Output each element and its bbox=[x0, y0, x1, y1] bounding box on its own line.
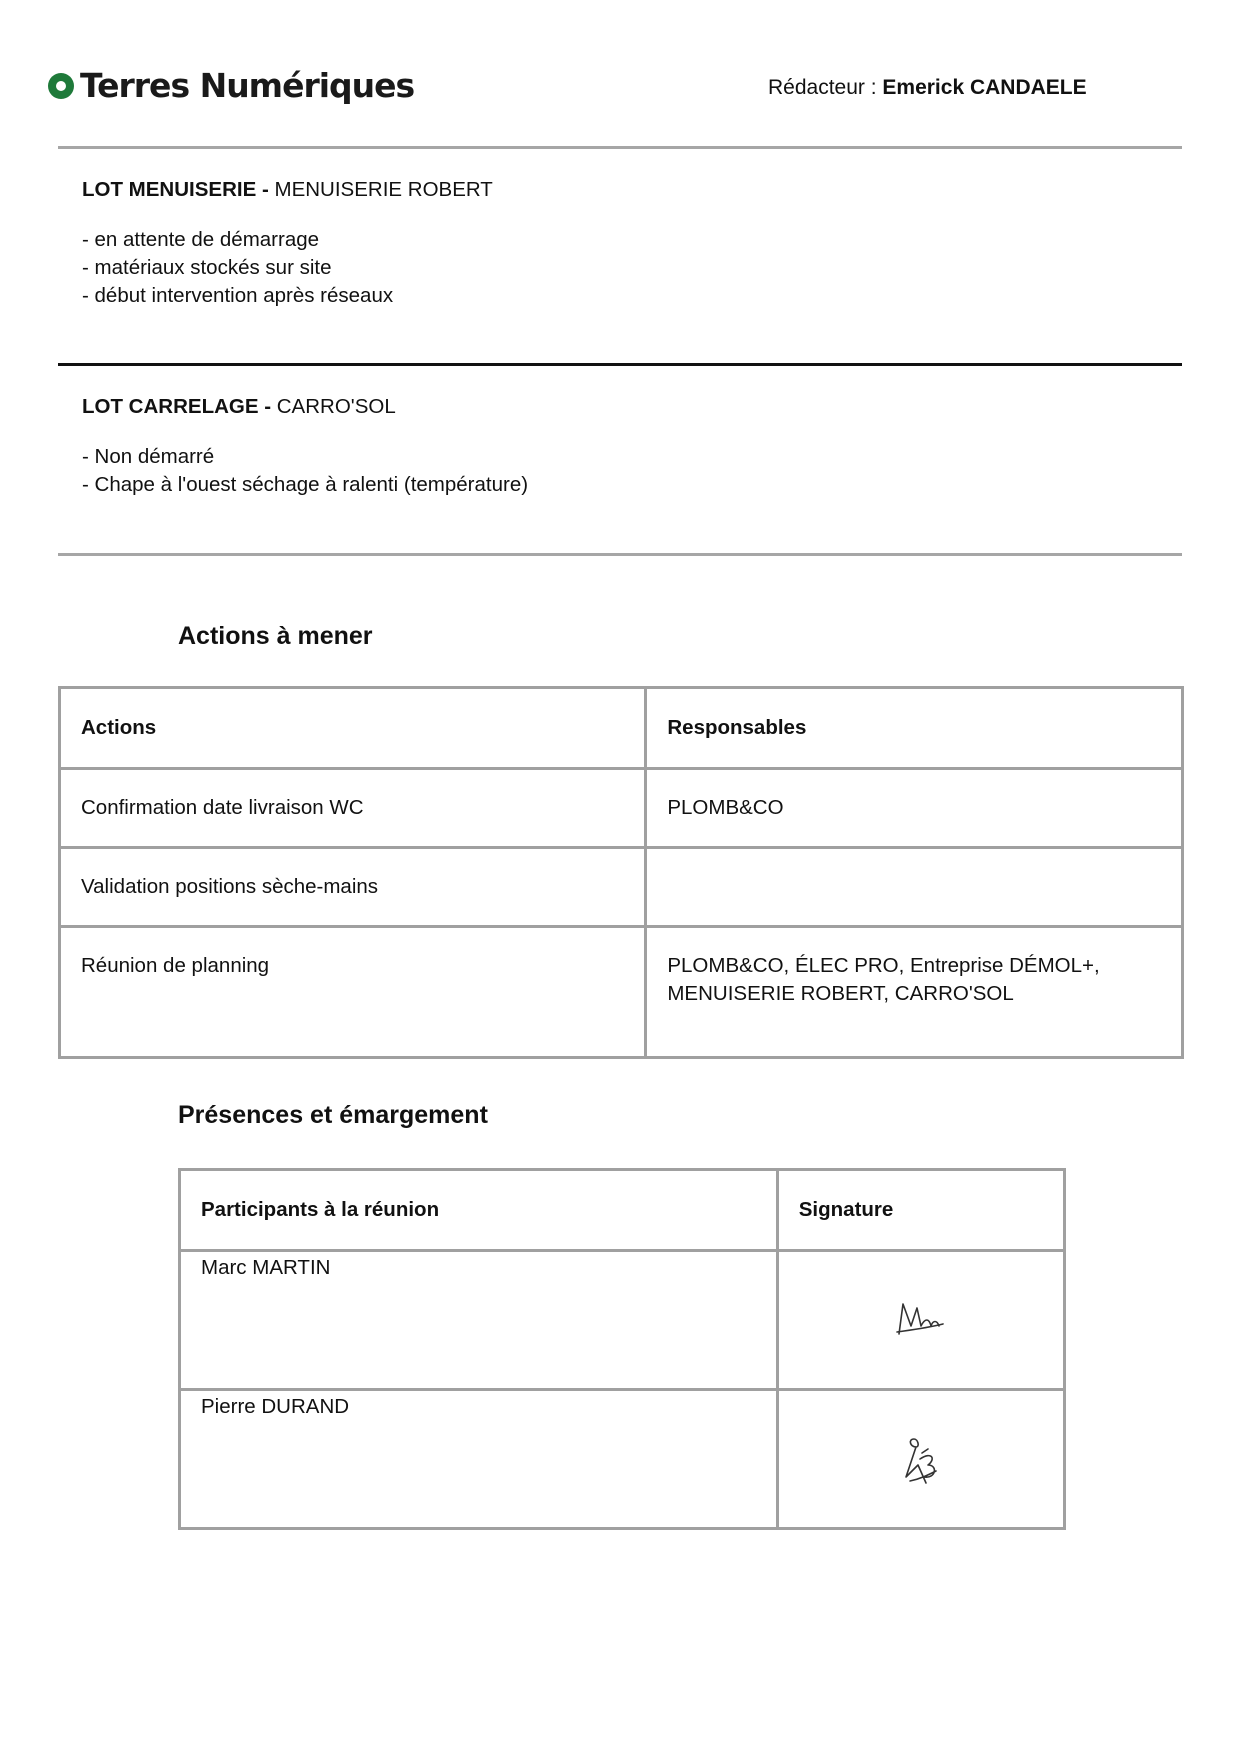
column-header-signature: Signature bbox=[777, 1170, 1064, 1251]
lot-line: - matériaux stockés sur site bbox=[82, 256, 332, 279]
brand-name: Terres Numériques bbox=[80, 66, 415, 105]
action-cell: Validation positions sèche-mains bbox=[60, 848, 646, 927]
actions-table bbox=[58, 686, 1184, 1059]
participant-name: Marc MARTIN bbox=[180, 1251, 778, 1390]
redacteur-label: Rédacteur : bbox=[768, 76, 877, 99]
lot-carrelage bbox=[82, 393, 1082, 499]
signature-cell bbox=[777, 1390, 1064, 1529]
table-row bbox=[180, 1251, 1065, 1390]
column-header-actions: Actions bbox=[60, 688, 646, 769]
presences-table bbox=[178, 1168, 1066, 1530]
table-header-row bbox=[180, 1170, 1065, 1251]
table-row bbox=[60, 848, 1183, 927]
lot-line: - en attente de démarrage bbox=[82, 228, 320, 251]
divider bbox=[58, 363, 1182, 366]
page-header bbox=[48, 62, 1178, 112]
responsable-cell: PLOMB&CO bbox=[646, 769, 1183, 848]
table-row bbox=[180, 1390, 1065, 1529]
lot-line: - début intervention après réseaux bbox=[82, 284, 394, 307]
presences-section-title: Présences et émargement bbox=[178, 1101, 488, 1129]
divider bbox=[58, 146, 1182, 149]
lot-title bbox=[82, 176, 1082, 204]
lot-line: - Chape à l'ouest séchage à ralenti (température) bbox=[82, 473, 529, 496]
lot-menuiserie bbox=[82, 176, 1082, 310]
column-header-responsables: Responsables bbox=[646, 688, 1183, 769]
responsable-cell: PLOMB&CO, ÉLEC PRO, Entreprise DÉMOL+, MENUISERIE ROBERT, CARRO'SOL bbox=[646, 927, 1183, 1058]
lot-line: - Non démarré bbox=[82, 445, 215, 468]
redacteur bbox=[768, 76, 1087, 100]
lot-company: MENUISERIE ROBERT bbox=[274, 178, 493, 201]
action-cell: Réunion de planning bbox=[60, 927, 646, 1058]
column-header-participants: Participants à la réunion bbox=[180, 1170, 778, 1251]
lot-title bbox=[82, 393, 1082, 421]
responsable-cell bbox=[646, 848, 1183, 927]
signature-cell bbox=[777, 1251, 1064, 1390]
participant-name: Pierre DURAND bbox=[180, 1390, 778, 1529]
lot-company: CARRO'SOL bbox=[276, 395, 396, 418]
lot-label: LOT CARRELAGE - bbox=[82, 395, 272, 418]
signature-icon bbox=[891, 1296, 951, 1340]
table-header-row bbox=[60, 688, 1183, 769]
redacteur-name: Emerick CANDAELE bbox=[882, 76, 1087, 99]
lot-label: LOT MENUISERIE - bbox=[82, 178, 269, 201]
table-row bbox=[60, 927, 1183, 1058]
brand-logo-icon bbox=[48, 73, 74, 99]
table-row bbox=[60, 769, 1183, 848]
brand bbox=[48, 66, 414, 105]
divider bbox=[58, 553, 1182, 556]
action-cell: Confirmation date livraison WC bbox=[60, 769, 646, 848]
actions-section-title: Actions à mener bbox=[178, 622, 373, 650]
signature-icon bbox=[896, 1435, 946, 1491]
